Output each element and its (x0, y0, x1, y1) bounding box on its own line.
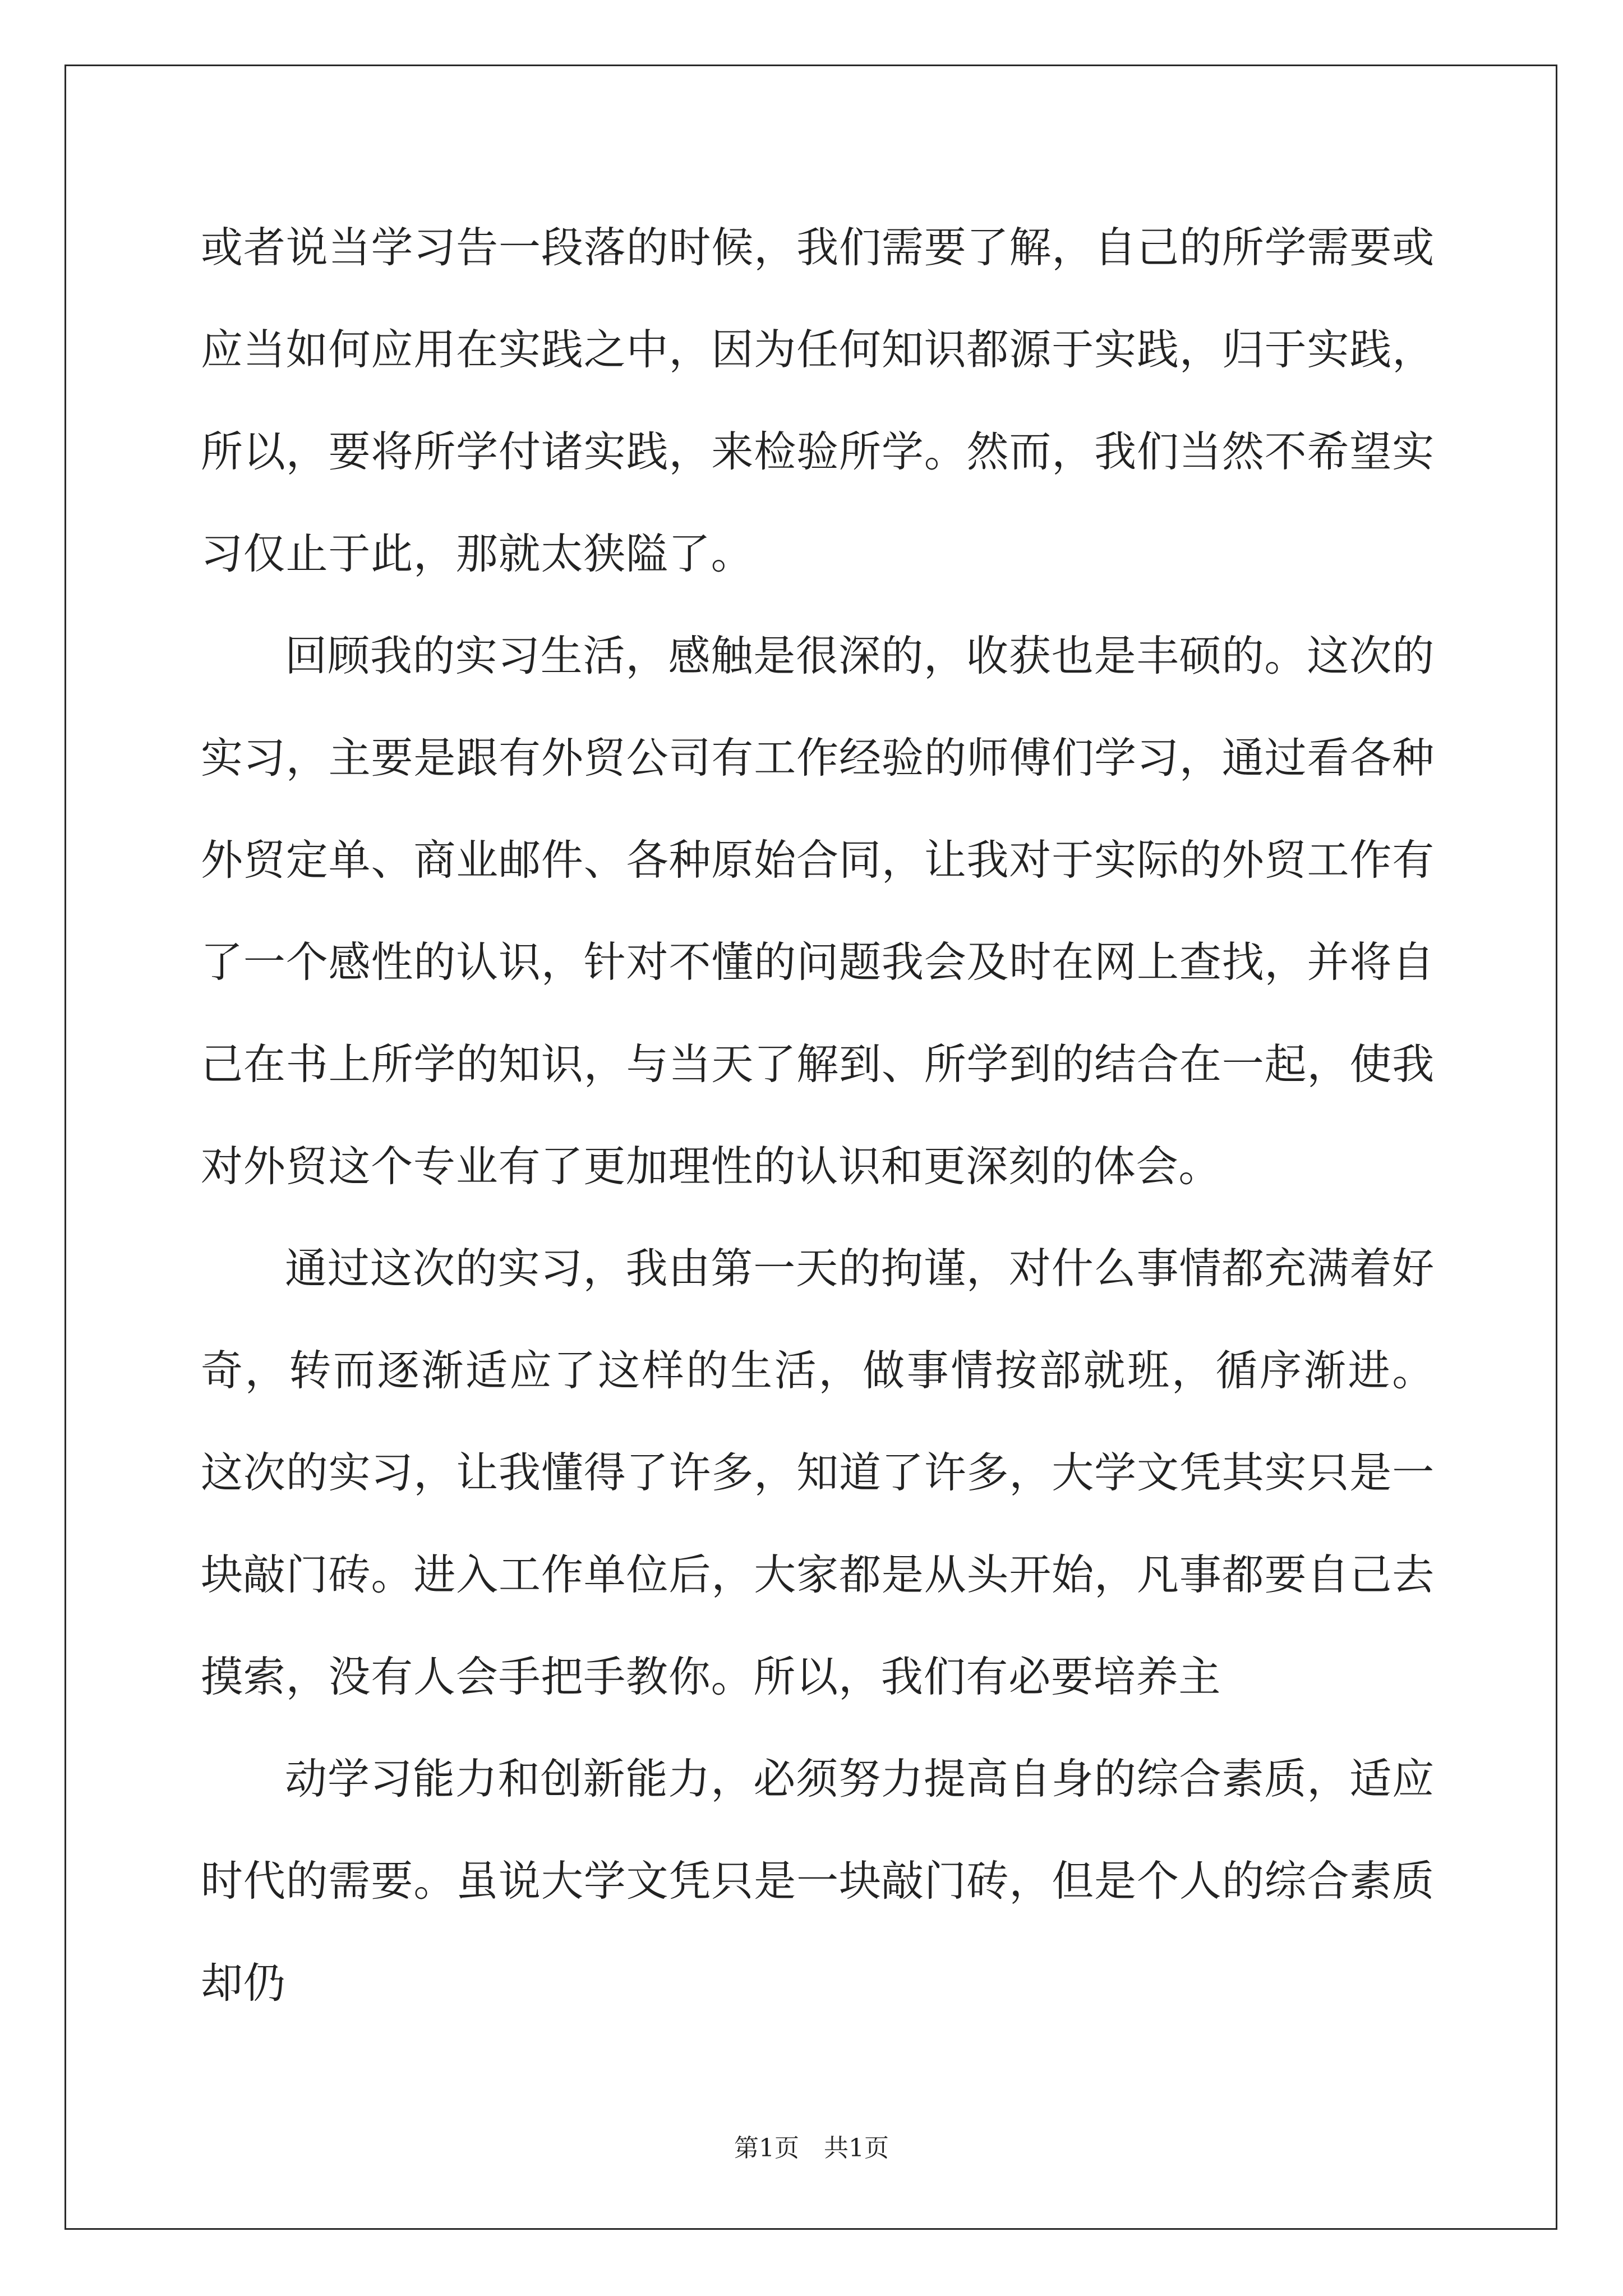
paragraph-4: 动学习能力和创新能力，必须努力提高自身的综合素质，适应时代的需要。虽说大学文凭只是一块敲门砖，但是个人的综合素质却仍 (201, 1754, 1435, 2008)
paragraph-1: 或者说当学习告一段落的时候，我们需要了解，自己的所学需要或应当如何应用在实践之中，因为任何知识都源于实践，归于实践，所以，要将所学付诸实践，来检验所学。然而，我们当然不希望实习仅止于此，那就太狭隘了。 (201, 223, 1435, 578)
paragraph-3: 通过这次的实习，我由第一天的拘谨，对什么事情都充满着好奇，转而逐渐适应了这样的生活，做事情按部就班，循序渐进。 这次的实习，让我懂得了许多，知道了许多，大学文凭其实只是一块敲门砖。进入工作单位后，大家都是从头开始，凡事都要自己去摸索，没有人会手把手教你。所以，我们有必要培养主 (201, 1244, 1435, 1701)
document-body (201, 196, 1435, 2034)
page-footer (0, 2132, 1623, 2165)
paragraph-2: 回顾我的实习生活，感触是很深的，收获也是丰硕的。这次的实习，主要是跟有外贸公司有工作经验的师傅们学习，通过看各种外贸定单、商业邮件、各种原始合同，让我对于实际的外贸工作有了一个感性的认识，针对不懂的问题我会及时在网上查找，并将自己在书上所学的知识，与当天了解到、所学到的结合在一起，使我对外贸这个专业有了更加理性的认识和更深刻的体会。 (201, 631, 1435, 1191)
page-number: 第1页 共1页 (734, 2134, 889, 2162)
